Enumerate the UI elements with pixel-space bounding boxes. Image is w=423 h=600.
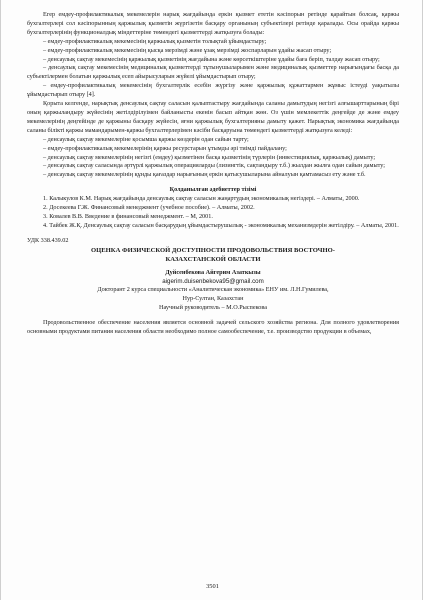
- list-item: – емдеу-профилактикалық мекемесінің қысқа мерзімді және ұзақ мерзімді жоспарларын ұдайы жасап отыру;: [43, 46, 332, 54]
- affiliation-line2: Нур-Султан, Казахстан: [182, 295, 244, 303]
- article-intro: Продовольственное обеспечение населения является основной задачей сельского хозяйства региона. Для полного удовлетворения основными продуктами питания населения области необходимо полное самообеспечение, т.е. производство продукции в объемах,: [27, 319, 399, 336]
- reference-item: 4. Тайбек Ж.Қ. Денсаулық сақтау саласын басқарудың ұйымдастырушылық - экономикалық механизмдерін жетілдіру. – Алматы, 2001.: [43, 221, 399, 229]
- paragraph: Қорыта келгенде, нарықтық денсаулық сақтау саласын қалыптастыру жағдайында саланы дамытудың негізгі алғышарттарының бірі оның қаржыландыру жүйесінің жетілдірілуімен байланысты екенін басып айтқан жөн. Оз үшін мемлекеттік деңгейде де және емдеу мекемелерінің деңгейінде де қаржыны басқару жүйесін, яғни қаржылық бухгалтерияны дамыту қажет. Нарықтық экономика жағдайында саланы білікті қаржы мамандарымен-қаржы бухгалтерлерімен кәсіби басқаруына төмендегі қызметтерді жатқызуға келеді:: [27, 100, 399, 134]
- list-item: – емдеу-профилактикалық мекемесінің қаржылық қызметін толықтай ұйымдастыру;: [43, 37, 267, 45]
- paragraph: Егер емдеу-профилактикалық мекемелерін нарық жағдайында еркін қызмет ететін кәсіпорын ретінде қарайтын болсақ, қаржы бухгалтерлері сол кәсіпорынның қаржылық қызметін жүргізетін басқару органының субъектілері ретінде қаралады. Осы орайда қаржы бухгалтерлерінің функционалдық міндеттеріне төмендегі қызметтерді жатқызуға болады:: [27, 11, 399, 36]
- supervisor: Научный руководитель – М.О.Рыспекова: [159, 304, 267, 312]
- page-number: 3501: [206, 583, 219, 590]
- affiliation-line1: Докторант 2 курса специальности «Аналитическая экономика» ЕНУ им. Л.Н.Гумилева,: [97, 286, 329, 294]
- list-item: – денсаулық сақтау мекемесінің медициналық қызметтерді тұтынушыларымен және медициналық қызметтер нарығындағы басқа да субъектілермен болатын қаржылық есеп айырысуларын жүйелі ұйымдастырып отыру;: [27, 64, 399, 81]
- article-title: [27, 246, 399, 264]
- article-title-line2: КАЗАХСТАНСКОЙ ОБЛАСТИ: [165, 255, 261, 263]
- list-item: – денсаулық сақтау мекемесінің қаржылық қызметінің жағдайына және көрсеткіштеріне ұдайы баға беріп, талдау жасап отыру;: [43, 55, 380, 63]
- list-item: – денсаулық сақтау мекемелеріне қосымша қаржы көздерін одан сайын тарту;: [43, 135, 249, 143]
- udc-code: УДК 338.439.02: [27, 236, 69, 244]
- reference-item: 3. Ковалев В.В. Введение в финансовый менеджмент. – М, 2001.: [43, 212, 213, 220]
- list-item: – денсаулық сақтау мекемелерінің құнды қағаздар нарығының еркін қатысушыларына айналуын қамтамасыз ету және т.б.: [43, 171, 366, 179]
- reference-item: 2. Досекеева Г.Ж. Финансовый менеджмент (учебное пособие). – Алматы, 2002.: [43, 204, 255, 212]
- list-item: – емдеу-профилактикалық мекемесінің бухгалтерлік есебін жүргізу және қаржылық құжаттармен жұмыс істеуді уақытылы ұйымдастырып отыру [4].: [27, 82, 399, 99]
- references-heading: Қолданылған әдебиеттер тізімі: [169, 186, 257, 194]
- author-email: aigerim.duisenbekova95@gmail.com: [162, 277, 264, 285]
- page-content: [27, 11, 399, 337]
- list-item: – емдеу-профилактикалық мекемелерінің қаржы ресурстарын ұтымды әрі тиімді пайдалану;: [43, 144, 287, 152]
- list-item: – денсаулық сақтау мекемелерінің негізгі (емдеу) қызметінен басқа қызметінің түрлерін (инвестициялық, қаржылық) дамыту;: [43, 153, 376, 161]
- reference-item: 1. Калыкулов К.М. Нарық жағдайында денсаулық сақтау саласын жаңартудың экономикалық негіздері. – Алматы, 2000.: [43, 195, 360, 203]
- list-item: – денсаулық сақтау саласында әртүрлі қаржылық операцияларды (лизингтік, сақтандыру т.б.) жылдан жылға одан сайын дамыту;: [43, 162, 385, 170]
- author-name: Дуйсенбекова Айгерим Азаткызы: [165, 268, 261, 276]
- article-title-line1: ОЦЕНКА ФИЗИЧЕСКОЙ ДОСТУПНОСТИ ПРОДОВОЛЬСТВИЯ ВОСТОЧНО-: [91, 246, 335, 254]
